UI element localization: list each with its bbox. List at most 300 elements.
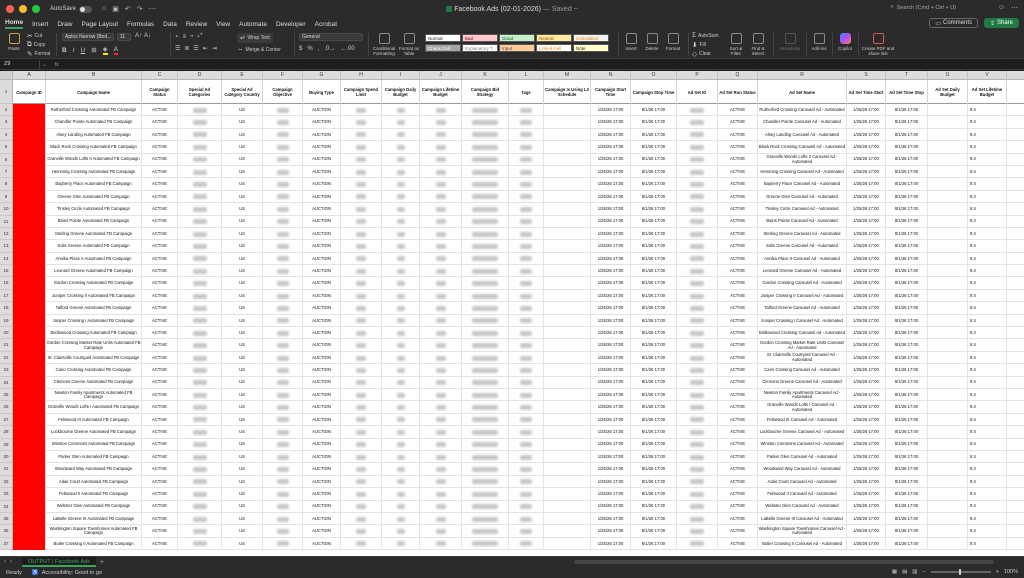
redacted-cell[interactable] — [509, 451, 544, 463]
redacted-cell[interactable] — [263, 253, 303, 265]
empty-cell[interactable] — [928, 290, 968, 302]
cell[interactable]: ACTIVE — [142, 327, 178, 339]
ad-set-name-cell[interactable]: Webster Glen Carousel Ad - Automated — [758, 501, 847, 513]
column-header-c[interactable]: C — [142, 71, 178, 80]
cell[interactable]: ACTIVE — [718, 352, 758, 364]
cell[interactable]: US — [222, 377, 263, 389]
header-cell[interactable]: Tags — [509, 80, 544, 104]
redacted-cell[interactable] — [263, 352, 303, 364]
column-header-u[interactable]: U — [928, 71, 968, 80]
cell[interactable]: 1/25/26 17:00 — [847, 104, 886, 116]
campaign-id-cell[interactable] — [13, 216, 46, 228]
cell[interactable]: 8:4 — [968, 302, 1007, 314]
redacted-cell[interactable] — [341, 265, 382, 277]
cell[interactable]: AUCTION — [303, 426, 341, 438]
redacted-cell[interactable] — [341, 401, 382, 413]
cell[interactable]: 8/1/26 17:00 — [886, 426, 928, 438]
empty-cell[interactable] — [928, 240, 968, 252]
next-sheet-icon[interactable]: › — [10, 559, 12, 565]
tab-formulas[interactable]: Formulas — [127, 20, 155, 28]
ad-set-name-cell[interactable]: Lockbourne Greene Carousel Ad - Automated — [758, 426, 847, 438]
cell[interactable]: ACTIVE — [718, 240, 758, 252]
cell[interactable]: 1/25/26 17:00 — [847, 154, 886, 166]
cell[interactable]: 1/25/26 17:00 — [847, 178, 886, 190]
copilot-button[interactable] — [835, 33, 855, 51]
page-layout-view-icon[interactable]: ▤ — [902, 569, 908, 575]
campaign-name-cell[interactable]: Winston Commons Automated FB Campaign — [46, 439, 142, 451]
redacted-cell[interactable] — [420, 265, 462, 277]
redacted-cell[interactable] — [420, 104, 462, 116]
redacted-cell[interactable] — [178, 216, 222, 228]
redacted-cell[interactable] — [677, 104, 718, 116]
ad-set-name-cell[interactable]: Greene Glen Carousel Ad - Automated — [758, 191, 847, 203]
redacted-cell[interactable] — [382, 253, 420, 265]
tab-review[interactable]: Review — [185, 20, 208, 28]
cell[interactable]: 8/1/26 17:00 — [886, 216, 928, 228]
cell[interactable]: ACTIVE — [142, 488, 178, 500]
row-header[interactable]: 11 — [0, 216, 12, 228]
redacted-cell[interactable] — [509, 154, 544, 166]
cell[interactable]: US — [222, 104, 263, 116]
cell[interactable]: US — [222, 265, 263, 277]
campaign-name-cell[interactable]: Butler Crossing II Automated FB Campaign — [46, 538, 142, 550]
redacted-cell[interactable] — [677, 154, 718, 166]
redacted-cell[interactable] — [178, 203, 222, 215]
cell[interactable]: ACTIVE — [142, 141, 178, 153]
empty-cell[interactable] — [928, 129, 968, 141]
redacted-cell[interactable] — [178, 277, 222, 289]
cell[interactable]: US — [222, 277, 263, 289]
cell[interactable]: US — [222, 166, 263, 178]
ad-set-name-cell[interactable]: Chandler Pointe Carousel Ad - Automated — [758, 116, 847, 128]
cell[interactable]: 8:4 — [968, 104, 1007, 116]
cell[interactable]: 8:4 — [968, 166, 1007, 178]
cell[interactable]: 1/25/26 17:00 — [847, 277, 886, 289]
minimize-window-button[interactable] — [19, 5, 27, 13]
cell-style-neutral[interactable]: Neutral — [536, 34, 572, 42]
redacted-cell[interactable] — [677, 364, 718, 376]
redacted-cell[interactable] — [263, 501, 303, 513]
horizontal-scrollbar[interactable] — [574, 560, 994, 564]
empty-cell[interactable] — [544, 166, 591, 178]
header-cell[interactable]: Campaign Daily Budget — [382, 80, 420, 104]
redacted-cell[interactable] — [341, 277, 382, 289]
cell[interactable]: ACTIVE — [718, 203, 758, 215]
cell[interactable]: 8/1/26 17:00 — [631, 228, 677, 240]
cell[interactable]: ACTIVE — [718, 339, 758, 351]
cell[interactable]: 8:4 — [968, 154, 1007, 166]
tab-draw[interactable]: Draw — [57, 20, 73, 28]
cell[interactable]: 1/25/26 17:00 — [591, 277, 631, 289]
empty-cell[interactable] — [928, 538, 968, 550]
row-header[interactable]: 25 — [0, 389, 12, 401]
insert-cells-button[interactable] — [622, 33, 640, 51]
ad-set-name-cell[interactable]: Woodward Way Carousel Ad - Automated — [758, 463, 847, 475]
redacted-cell[interactable] — [382, 364, 420, 376]
cell[interactable]: US — [222, 116, 263, 128]
empty-cell[interactable] — [544, 488, 591, 500]
redacted-cell[interactable] — [509, 364, 544, 376]
row-header[interactable]: 37 — [0, 538, 12, 550]
empty-cell[interactable] — [544, 129, 591, 141]
cell[interactable]: AUCTION — [303, 166, 341, 178]
redacted-cell[interactable] — [382, 525, 420, 537]
cell[interactable]: AUCTION — [303, 501, 341, 513]
cell[interactable]: 1/25/26 17:00 — [591, 426, 631, 438]
merge-center-button[interactable] — [237, 46, 281, 53]
empty-cell[interactable] — [544, 476, 591, 488]
cell[interactable]: 1/25/26 17:00 — [591, 439, 631, 451]
row-header[interactable]: 34 — [0, 501, 12, 513]
tab-view[interactable]: View — [216, 20, 231, 28]
redacted-cell[interactable] — [677, 538, 718, 550]
empty-cell[interactable] — [928, 439, 968, 451]
cell[interactable]: US — [222, 141, 263, 153]
cell[interactable]: 1/25/26 17:00 — [847, 476, 886, 488]
redacted-cell[interactable] — [677, 216, 718, 228]
cell[interactable]: AUCTION — [303, 191, 341, 203]
redacted-cell[interactable] — [462, 154, 509, 166]
empty-cell[interactable] — [928, 426, 968, 438]
cell[interactable]: US — [222, 339, 263, 351]
cell[interactable]: ACTIVE — [142, 166, 178, 178]
header-cell[interactable]: Special Ad Categories — [178, 80, 222, 104]
cell[interactable]: ACTIVE — [718, 178, 758, 190]
cell-style-normal[interactable]: Normal — [425, 34, 461, 42]
cell-style-check-cell[interactable]: Check Cell — [425, 44, 461, 52]
share-button[interactable] — [984, 18, 1019, 28]
cell[interactable]: US — [222, 364, 263, 376]
redacted-cell[interactable] — [462, 426, 509, 438]
campaign-id-cell[interactable] — [13, 513, 46, 525]
undo-icon[interactable]: ↶ — [124, 6, 131, 13]
cell[interactable]: 8/1/26 17:00 — [886, 414, 928, 426]
redacted-cell[interactable] — [382, 513, 420, 525]
ad-set-name-cell[interactable]: Talford Greene Carousel Ad - Automated — [758, 302, 847, 314]
cell[interactable]: ACTIVE — [718, 302, 758, 314]
cell[interactable]: AUCTION — [303, 228, 341, 240]
search-box[interactable] — [891, 4, 956, 11]
redacted-cell[interactable] — [382, 327, 420, 339]
redacted-cell[interactable] — [462, 327, 509, 339]
cell[interactable]: ACTIVE — [718, 389, 758, 401]
empty-cell[interactable] — [928, 327, 968, 339]
home-icon[interactable]: ⌂ — [102, 5, 107, 12]
tab-data[interactable]: Data — [163, 20, 177, 28]
redacted-cell[interactable] — [341, 216, 382, 228]
redacted-cell[interactable] — [178, 389, 222, 401]
redacted-cell[interactable] — [509, 463, 544, 475]
campaign-id-cell[interactable] — [13, 463, 46, 475]
redacted-cell[interactable] — [677, 352, 718, 364]
cell[interactable]: 1/25/26 17:00 — [847, 129, 886, 141]
redacted-cell[interactable] — [462, 141, 509, 153]
cell[interactable]: AUCTION — [303, 240, 341, 252]
align-left-icon[interactable]: ☰ — [175, 46, 181, 52]
redacted-cell[interactable] — [677, 377, 718, 389]
redacted-cell[interactable] — [420, 129, 462, 141]
spreadsheet-grid[interactable] — [0, 71, 1024, 556]
redacted-cell[interactable] — [462, 476, 509, 488]
fill-color-icon[interactable]: ◈ — [102, 46, 108, 53]
header-cell[interactable]: Campaign Start Time — [591, 80, 631, 104]
redacted-cell[interactable] — [178, 451, 222, 463]
cell[interactable]: US — [222, 203, 263, 215]
empty-cell[interactable] — [544, 116, 591, 128]
cell[interactable]: 8/1/26 17:00 — [631, 488, 677, 500]
redacted-cell[interactable] — [677, 253, 718, 265]
campaign-name-cell[interactable]: Cairo Crossing Automated FB Campaign — [46, 364, 142, 376]
decrease-indent-icon[interactable]: ⇤ — [202, 46, 208, 52]
cell[interactable]: 8/1/26 17:00 — [886, 104, 928, 116]
format-painter-button[interactable] — [27, 50, 50, 58]
cell[interactable]: 8/1/26 17:00 — [886, 253, 928, 265]
cell[interactable]: AUCTION — [303, 513, 341, 525]
redacted-cell[interactable] — [178, 129, 222, 141]
redacted-cell[interactable] — [382, 154, 420, 166]
cell[interactable]: 1/25/26 17:00 — [847, 501, 886, 513]
campaign-name-cell[interactable]: St. Clairsville Courtyard Automated FB Campaign — [46, 352, 142, 364]
cell[interactable]: AUCTION — [303, 377, 341, 389]
empty-cell[interactable] — [544, 253, 591, 265]
cell[interactable]: ACTIVE — [718, 501, 758, 513]
redacted-cell[interactable] — [420, 476, 462, 488]
cell[interactable]: 8:4 — [968, 277, 1007, 289]
cell[interactable]: 8/1/26 17:00 — [631, 240, 677, 252]
font-size-select[interactable]: 11 — [117, 33, 131, 41]
cell[interactable]: 8/1/26 17:00 — [631, 538, 677, 550]
ad-set-name-cell[interactable]: Black Rock Crossing Carousel Ad - Automated — [758, 141, 847, 153]
empty-cell[interactable] — [928, 501, 968, 513]
redacted-cell[interactable] — [341, 129, 382, 141]
redacted-cell[interactable] — [263, 104, 303, 116]
cell[interactable]: ACTIVE — [142, 414, 178, 426]
conditional-formatting-button[interactable] — [371, 33, 397, 56]
cell[interactable]: 1/25/26 17:00 — [847, 364, 886, 376]
redacted-cell[interactable] — [677, 191, 718, 203]
column-header-q[interactable]: Q — [718, 71, 758, 80]
empty-cell[interactable] — [544, 277, 591, 289]
tab-acrobat[interactable]: Acrobat — [314, 20, 338, 28]
cell[interactable]: 8/1/26 17:00 — [631, 426, 677, 438]
campaign-name-cell[interactable]: Chandler Pointe Automated FB Campaign — [46, 116, 142, 128]
cell[interactable]: 8:4 — [968, 228, 1007, 240]
cell[interactable]: ACTIVE — [718, 414, 758, 426]
increase-indent-icon[interactable]: ⇥ — [211, 46, 217, 52]
header-cell[interactable]: Campaign Is Using L3 Schedule — [544, 80, 591, 104]
cell[interactable]: 8:4 — [968, 501, 1007, 513]
redacted-cell[interactable] — [420, 327, 462, 339]
row-header[interactable]: 21 — [0, 339, 12, 351]
redacted-cell[interactable] — [462, 302, 509, 314]
campaign-id-cell[interactable] — [13, 141, 46, 153]
header-cell[interactable]: Ad Set Lifetime Budget — [968, 80, 1007, 104]
column-header-a[interactable]: A — [13, 71, 46, 80]
cell[interactable]: 1/25/26 17:00 — [847, 352, 886, 364]
redacted-cell[interactable] — [677, 302, 718, 314]
cell[interactable]: 1/25/26 17:00 — [591, 265, 631, 277]
redacted-cell[interactable] — [178, 228, 222, 240]
campaign-name-cell[interactable]: Clemons Greene Automated FB Campaign — [46, 377, 142, 389]
cell[interactable]: 8/1/26 17:00 — [886, 154, 928, 166]
redacted-cell[interactable] — [462, 525, 509, 537]
campaign-id-cell[interactable] — [13, 265, 46, 277]
header-cell[interactable]: Buying Type — [303, 80, 341, 104]
redacted-cell[interactable] — [382, 240, 420, 252]
redacted-cell[interactable] — [341, 476, 382, 488]
campaign-name-cell[interactable]: Webster Glen Automated FB Campaign — [46, 501, 142, 513]
redacted-cell[interactable] — [420, 302, 462, 314]
cell[interactable]: 8/1/26 17:00 — [886, 129, 928, 141]
cell[interactable]: 1/25/26 17:00 — [591, 116, 631, 128]
row-header[interactable]: 20 — [0, 327, 12, 339]
redacted-cell[interactable] — [420, 216, 462, 228]
zoom-in-icon[interactable]: + — [995, 569, 999, 575]
cell[interactable]: ACTIVE — [718, 401, 758, 413]
column-header-r[interactable]: R — [758, 71, 847, 80]
cell[interactable]: 8:4 — [968, 290, 1007, 302]
empty-cell[interactable] — [928, 352, 968, 364]
row-header[interactable]: 18 — [0, 302, 12, 314]
cell[interactable]: 1/25/26 17:00 — [847, 240, 886, 252]
borders-icon[interactable]: ⊞ — [91, 47, 97, 54]
redacted-cell[interactable] — [263, 116, 303, 128]
cell[interactable]: 1/25/26 17:00 — [591, 538, 631, 550]
redacted-cell[interactable] — [420, 277, 462, 289]
cell[interactable]: ACTIVE — [142, 290, 178, 302]
column-header-l[interactable]: L — [509, 71, 544, 80]
redacted-cell[interactable] — [462, 191, 509, 203]
add-ins-button[interactable] — [809, 33, 829, 51]
name-box-dropdown-icon[interactable]: ⌄ — [42, 61, 47, 68]
cell[interactable]: 1/25/26 17:00 — [591, 401, 631, 413]
cell[interactable]: 8/1/26 17:00 — [631, 129, 677, 141]
redacted-cell[interactable] — [677, 129, 718, 141]
autosave-toggle[interactable] — [79, 6, 92, 13]
ad-set-name-cell[interactable]: Tinsley Circle Carousel Ad - Automated — [758, 203, 847, 215]
campaign-name-cell[interactable]: Parker Glen Automated FB Campaign — [46, 451, 142, 463]
cell[interactable]: 8:4 — [968, 426, 1007, 438]
formula-input[interactable] — [67, 60, 1024, 69]
cell[interactable]: 8/1/26 17:00 — [631, 154, 677, 166]
header-cell[interactable]: Campaign Status — [142, 80, 178, 104]
redacted-cell[interactable] — [420, 339, 462, 351]
header-cell[interactable]: Campaign Spend Limit — [341, 80, 382, 104]
redacted-cell[interactable] — [178, 377, 222, 389]
redacted-cell[interactable] — [677, 178, 718, 190]
campaign-name-cell[interactable]: Gordon Crossing Automated FB Campaign — [46, 277, 142, 289]
cell[interactable]: 8:4 — [968, 339, 1007, 351]
campaign-id-cell[interactable] — [13, 364, 46, 376]
cell[interactable]: ACTIVE — [142, 154, 178, 166]
empty-cell[interactable] — [928, 364, 968, 376]
empty-cell[interactable] — [544, 178, 591, 190]
redacted-cell[interactable] — [677, 203, 718, 215]
redacted-cell[interactable] — [263, 463, 303, 475]
campaign-id-cell[interactable] — [13, 290, 46, 302]
redacted-cell[interactable] — [509, 488, 544, 500]
redacted-cell[interactable] — [263, 414, 303, 426]
column-header-j[interactable]: J — [420, 71, 462, 80]
cell[interactable]: AUCTION — [303, 178, 341, 190]
cell[interactable]: ACTIVE — [718, 451, 758, 463]
redacted-cell[interactable] — [509, 216, 544, 228]
cell-style-good[interactable]: Good — [499, 34, 535, 42]
column-header-f[interactable]: F — [263, 71, 303, 80]
campaign-id-cell[interactable] — [13, 104, 46, 116]
cell[interactable]: 8/1/26 17:00 — [631, 302, 677, 314]
redacted-cell[interactable] — [462, 513, 509, 525]
empty-cell[interactable] — [544, 451, 591, 463]
redacted-cell[interactable] — [263, 302, 303, 314]
cell[interactable]: AUCTION — [303, 525, 341, 537]
cell[interactable]: US — [222, 389, 263, 401]
redacted-cell[interactable] — [677, 401, 718, 413]
empty-cell[interactable] — [544, 426, 591, 438]
redacted-cell[interactable] — [509, 203, 544, 215]
redacted-cell[interactable] — [263, 538, 303, 550]
currency-icon[interactable]: $ — [299, 46, 303, 52]
cell[interactable]: 1/25/26 17:00 — [847, 513, 886, 525]
redacted-cell[interactable] — [677, 265, 718, 277]
cell[interactable]: 1/25/26 17:00 — [847, 228, 886, 240]
column-header-n[interactable]: N — [591, 71, 631, 80]
redacted-cell[interactable] — [382, 178, 420, 190]
cell[interactable]: 8/1/26 17:00 — [886, 377, 928, 389]
row-header[interactable]: 31 — [0, 463, 12, 475]
redacted-cell[interactable] — [341, 339, 382, 351]
redacted-cell[interactable] — [382, 104, 420, 116]
cell[interactable]: 8/1/26 17:00 — [886, 178, 928, 190]
empty-cell[interactable] — [544, 414, 591, 426]
redacted-cell[interactable] — [382, 389, 420, 401]
redacted-cell[interactable] — [178, 414, 222, 426]
redacted-cell[interactable] — [382, 290, 420, 302]
cell[interactable]: 1/25/26 17:00 — [847, 339, 886, 351]
column-header-v[interactable]: V — [968, 71, 1007, 80]
cell[interactable]: ACTIVE — [142, 364, 178, 376]
cell[interactable]: 1/25/26 17:00 — [847, 389, 886, 401]
cell[interactable]: ACTIVE — [142, 191, 178, 203]
cell[interactable]: ACTIVE — [718, 154, 758, 166]
cell[interactable]: US — [222, 525, 263, 537]
redacted-cell[interactable] — [382, 265, 420, 277]
empty-cell[interactable] — [544, 525, 591, 537]
redacted-cell[interactable] — [462, 315, 509, 327]
cell[interactable]: 8:4 — [968, 439, 1007, 451]
empty-cell[interactable] — [928, 401, 968, 413]
cell[interactable]: AUCTION — [303, 327, 341, 339]
cell[interactable]: AUCTION — [303, 401, 341, 413]
cell[interactable]: ACTIVE — [718, 488, 758, 500]
redacted-cell[interactable] — [263, 377, 303, 389]
redacted-cell[interactable] — [420, 377, 462, 389]
cell[interactable]: US — [222, 451, 263, 463]
redacted-cell[interactable] — [263, 439, 303, 451]
redacted-cell[interactable] — [509, 426, 544, 438]
redacted-cell[interactable] — [382, 488, 420, 500]
cell[interactable]: US — [222, 501, 263, 513]
campaign-name-cell[interactable]: Granville Woods Lofts II Automated FB Campaign — [46, 154, 142, 166]
cell[interactable]: 8:4 — [968, 401, 1007, 413]
cell[interactable]: ACTIVE — [142, 525, 178, 537]
redacted-cell[interactable] — [341, 228, 382, 240]
redacted-cell[interactable] — [382, 116, 420, 128]
campaign-name-cell[interactable]: Alsey Landing Automated FB Campaign — [46, 129, 142, 141]
cell[interactable]: ACTIVE — [718, 377, 758, 389]
redacted-cell[interactable] — [420, 401, 462, 413]
header-cell[interactable]: Campaign Stop Time — [631, 80, 677, 104]
